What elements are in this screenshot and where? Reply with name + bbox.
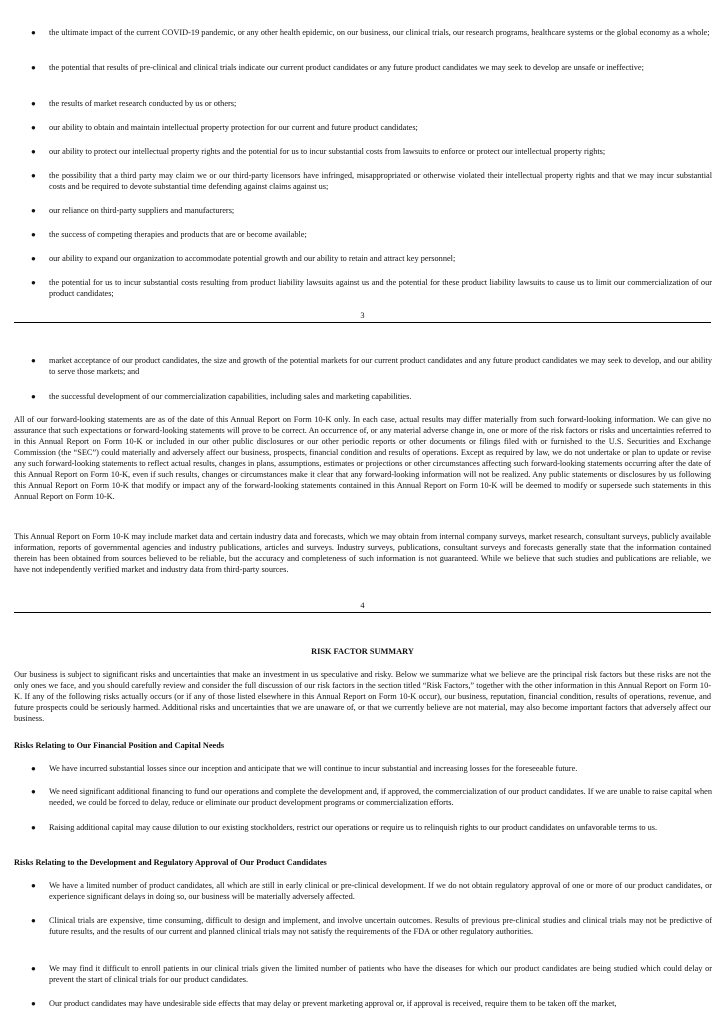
intro-paragraph: Our business is subject to significant risks and uncertainties that make an investment in us speculative and risky. Below we summarize what we believe are the principal risk factors but these risks are not the only ones we face, and you should carefully review and consider the full discussion of our risk factors in the section titled “Risk Factors,” together with the other information in this Annual Report on Form 10-K. If any of the following risks actually occurs (or if any of those listed elsewhere in this Annual Report on Form 10-K occur), our business, reputation, financial condition, results of operations, revenue, and future prospects could be seriously harmed. Additional risks and uncertainties that we are unaware of, or that we currently believe are not material, may also become important factors that adversely affect our business. (14, 670, 711, 723)
list-item: ● Clinical trials are expensive, time consuming, difficult to design and implement, and involve uncertain outcomes. Results of previous pre-clinical studies and clinical trials may not be predictive of future results, and the results of our current and planned clinical trials may not satisfy the requirements of the FDA or other regulatory authorities. (31, 916, 712, 936)
list-item: ● the successful development of our commercialization capabilities, including sales and marketing capabilities. (31, 392, 412, 401)
body-paragraph: All of our forward-looking statements are as of the date of this Annual Report on Form 10-K only. In each case, actual results may differ materially from such forward-looking information. We can give no assurance that such expectations or forward-looking statements will prove to be correct. An occurrence of, or any material adverse change in, one or more of the risk factors or risks and uncertainties referred to in this Annual Report on Form 10-K or included in our other public disclosures or our other periodic reports or other documents or filings filed with or furnished to the U.S. Securities and Exchange Commission (the “SEC”) could materially and adversely affect our business, prospects, financial condition and results of operations. Except as required by law, we do not undertake or plan to update or revise any such forward-looking statements to reflect actual results, changes in plans, assumptions, estimates or projections or other circumstances affecting such forward-looking statements occurring after the date of this Annual Report on Form 10-K, even if such results, changes or circumstances make it clear that any forward-looking information will not be realized. Any public statements or disclosures by us following this Annual Report on Form 10-K that modify or impact any of the forward-looking statements contained in this Annual Report on Form 10-K will be deemed to modify or supersede such statements in this Annual Report on Form 10-K. (14, 415, 711, 501)
list-item: ● our ability to protect our intellectual property rights and the potential for us to incur substantial costs from lawsuits to enforce or protect our intellectual property rights; (31, 147, 606, 156)
list-item: ● market acceptance of our product candidates, the size and growth of the potential markets for our current product candidates and any future product candidates we may seek to develop, and our ability to serve those markets; and (31, 356, 712, 376)
page-number: 4 (360, 601, 365, 610)
list-item: ● the results of market research conducted by us or others; (31, 99, 237, 108)
list-item: ● Our product candidates may have undesirable side effects that may delay or prevent marketing approval or, if approval is received, require them to be taken off the market, (31, 999, 617, 1008)
section-heading: Risks Relating to Our Financial Position and Capital Needs (14, 741, 225, 750)
list-item: ● We need significant additional financing to fund our operations and complete the development and, if approved, the commercialization of our product candidates. If we are unable to raise capital when needed, we could be forced to delay, reduce or eliminate our product development programs or commercialization efforts. (31, 787, 712, 807)
list-item: ● the possibility that a third party may claim we or our third-party licensors have infringed, misappropriated or otherwise violated their intellectual property rights and that we may incur substantial costs and be required to devote substantial time defending against claims against us; (31, 171, 712, 191)
list-item: ● We have a limited number of product candidates, all which are still in early clinical or pre-clinical development. If we do not obtain regulatory approval of one or more of our product candidates, or experience significant delays in doing so, our business will be materially adversely affected. (31, 881, 712, 901)
page-number: 3 (360, 311, 365, 320)
list-item: ● our ability to expand our organization to accommodate potential growth and our ability to retain and attract key personnel; (31, 254, 456, 263)
list-item: ● We may find it difficult to enroll patients in our clinical trials given the limited number of patients who have the diseases for which our product candidates are being studied which could delay or prevent the start of clinical trials for our product candidates. (31, 964, 712, 984)
body-paragraph: This Annual Report on Form 10-K may include market data and certain industry data and forecasts, which we may obtain from internal company surveys, market research, consultant surveys, publicly available information, reports of governmental agencies and industry publications, articles and surveys. Industry surveys, publications, consultant surveys and forecasts generally state that the information contained therein has been obtained from sources believed to be reliable, but the accuracy and completeness of such information is not guaranteed. While we believe that such studies and publications are reliable, we have not independently verified market and industry data from third-party sources. (14, 532, 711, 574)
list-item: ● our reliance on third-party suppliers and manufacturers; (31, 206, 235, 215)
list-item: ● the potential that results of pre-clinical and clinical trials indicate our current product candidates or any future product candidates we may seek to develop are unsafe or ineffective; (31, 63, 644, 72)
list-item: ● We have incurred substantial losses since our inception and anticipate that we will continue to incur substantial and increasing losses for the foreseeable future. (31, 764, 578, 773)
page-divider (14, 322, 711, 323)
section-heading: Risks Relating to the Development and Regulatory Approval of Our Product Candidates (14, 858, 327, 867)
list-item: ● our ability to obtain and maintain intellectual property protection for our current and future product candidates; (31, 123, 418, 132)
list-item: ● Raising additional capital may cause dilution to our existing stockholders, restrict our operations or require us to relinquish rights to our product candidates on unfavorable terms to us. (31, 823, 658, 832)
section-title: RISK FACTOR SUMMARY (311, 647, 414, 656)
list-item: ● the success of competing therapies and products that are or become available; (31, 230, 307, 239)
list-item: ● the potential for us to incur substantial costs resulting from product liability lawsuits against us and the potential for these product liability lawsuits to cause us to limit our commercialization of our product candidates; (31, 278, 712, 298)
list-item: ● the ultimate impact of the current COVID-19 pandemic, or any other health epidemic, on our business, our clinical trials, our research programs, healthcare systems or the global economy as a whole; (31, 28, 710, 37)
page-divider (14, 612, 711, 613)
